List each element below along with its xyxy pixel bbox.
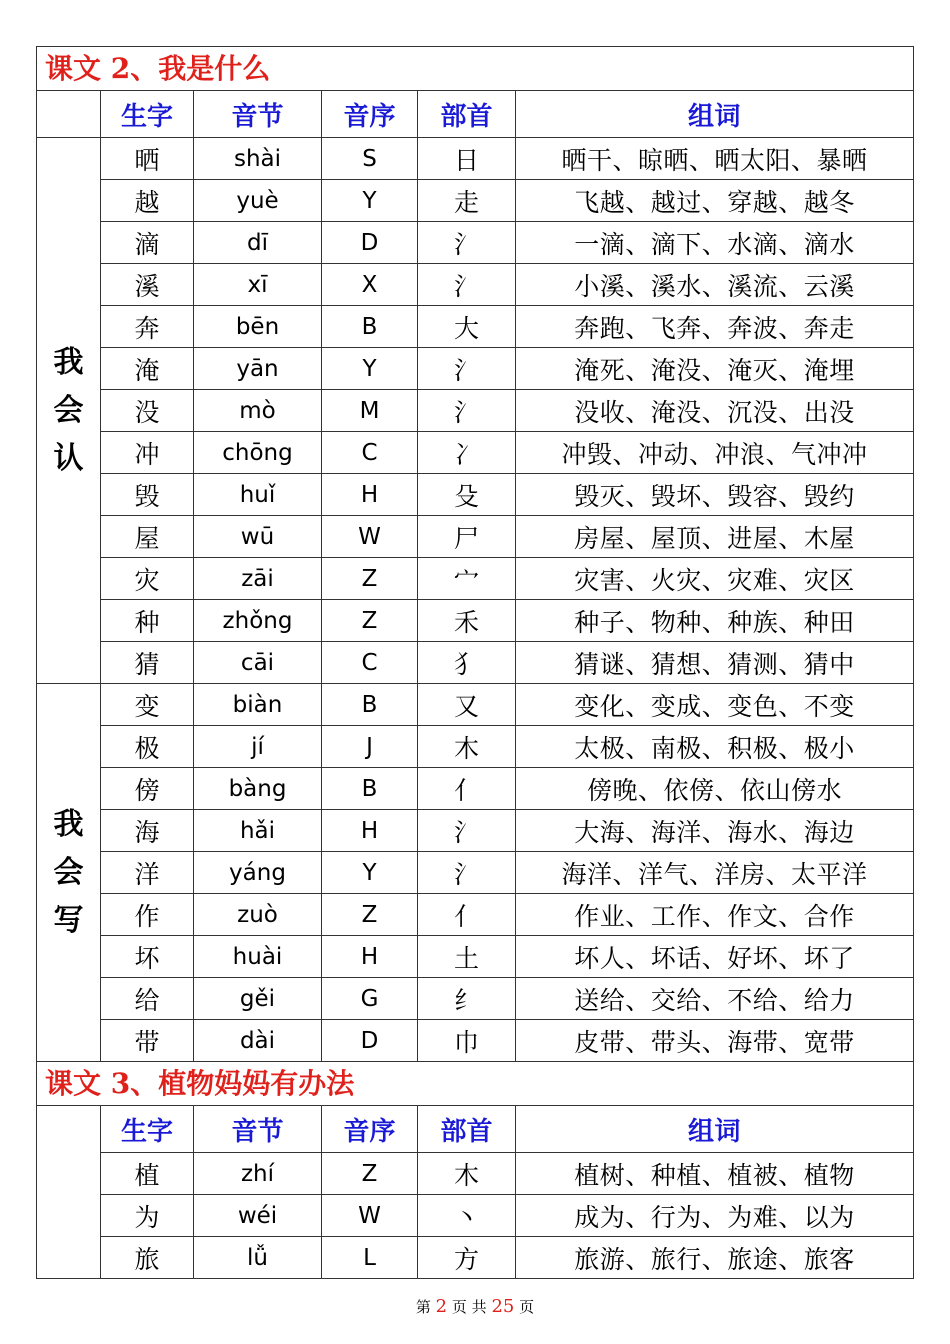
cell-pinyin: huài <box>194 936 322 977</box>
cell-char: 极 <box>101 726 194 767</box>
cell-char: 猜 <box>101 642 194 683</box>
cell-order: D <box>322 222 418 263</box>
cell-radical: 尸 <box>418 516 516 557</box>
cell-pinyin: bàng <box>194 768 322 809</box>
cell-order: H <box>322 474 418 515</box>
cell-radical: 宀 <box>418 558 516 599</box>
cell-words: 植树、种植、植被、植物 <box>574 1160 855 1190</box>
table-header <box>101 91 913 138</box>
header-pinyin: 音节 <box>194 1106 322 1152</box>
cell-order: J <box>322 726 418 767</box>
cell-pinyin: wéi <box>194 1195 322 1236</box>
cell-char: 植 <box>101 1153 194 1194</box>
cell-words: 晒干、晾晒、晒太阳、暴晒 <box>561 145 868 175</box>
cell-words: 毁灭、毁坏、毁容、毁约 <box>574 481 855 511</box>
cell-words: 傍晚、依傍、依山傍水 <box>586 775 842 805</box>
table-row <box>101 684 913 726</box>
cell-pinyin: dī <box>194 222 322 263</box>
cell-words: 奔跑、飞奔、奔波、奔走 <box>574 313 855 343</box>
header-side-cell <box>37 91 101 138</box>
cell-words: 没收、淹没、沉没、出没 <box>574 397 855 427</box>
cell-char: 淹 <box>101 348 194 389</box>
lesson-3-table <box>37 1106 913 1279</box>
table-row <box>101 600 913 642</box>
cell-char: 奔 <box>101 306 194 347</box>
cell-words: 大海、海洋、海水、海边 <box>574 817 855 847</box>
cell-words: 海洋、洋气、洋房、太平洋 <box>561 859 868 889</box>
cell-pinyin: zhǒng <box>194 600 322 641</box>
cell-radical: 氵 <box>418 852 516 893</box>
table-row <box>101 1153 913 1195</box>
cell-radical: 又 <box>418 684 516 725</box>
vocabulary-sheet <box>36 46 914 1279</box>
cell-radical: 氵 <box>418 390 516 431</box>
cell-order: Y <box>322 348 418 389</box>
cell-char: 洋 <box>101 852 194 893</box>
cell-words: 种子、物种、种族、种田 <box>574 607 855 637</box>
table-row <box>101 852 913 894</box>
cell-char: 屋 <box>101 516 194 557</box>
side-char: 认 <box>53 440 84 476</box>
cell-order: B <box>322 768 418 809</box>
cell-words: 坏人、坏话、好坏、坏了 <box>574 943 855 973</box>
cell-radical: 亻 <box>418 894 516 935</box>
cell-radical: 走 <box>418 180 516 221</box>
cell-words: 冲毁、冲动、冲浪、气冲冲 <box>561 439 868 469</box>
side-char: 我 <box>53 806 84 842</box>
write-section <box>37 684 913 1062</box>
side-char: 会 <box>53 854 84 890</box>
cell-pinyin: xī <box>194 264 322 305</box>
cell-char: 旅 <box>101 1237 194 1278</box>
cell-char: 海 <box>101 810 194 851</box>
cell-char: 滴 <box>101 222 194 263</box>
cell-radical: 木 <box>418 726 516 767</box>
cell-char: 越 <box>101 180 194 221</box>
cell-order: W <box>322 1195 418 1236</box>
cell-char: 作 <box>101 894 194 935</box>
cell-words: 淹死、淹没、淹灭、淹埋 <box>574 355 855 385</box>
cell-pinyin: cāi <box>194 642 322 683</box>
cell-pinyin: zuò <box>194 894 322 935</box>
cell-order: S <box>322 138 418 179</box>
cell-order: B <box>322 306 418 347</box>
lesson-3-side-cell <box>37 1106 101 1279</box>
cell-words: 送给、交给、不给、给力 <box>574 985 855 1015</box>
write-label <box>37 684 101 1062</box>
cell-radical: 氵 <box>418 348 516 389</box>
cell-order: C <box>322 642 418 683</box>
cell-order: G <box>322 978 418 1019</box>
cell-radical: 氵 <box>418 810 516 851</box>
header-char: 生字 <box>101 91 194 137</box>
cell-pinyin: dài <box>194 1020 322 1061</box>
cell-char: 坏 <box>101 936 194 977</box>
cell-char: 给 <box>101 978 194 1019</box>
cell-pinyin: zāi <box>194 558 322 599</box>
table-row <box>101 348 913 390</box>
cell-words: 一滴、滴下、水滴、滴水 <box>574 229 855 259</box>
header-radical: 部首 <box>418 91 516 137</box>
cell-radical: 氵 <box>418 264 516 305</box>
table-row <box>101 642 913 684</box>
cell-words: 房屋、屋顶、进屋、木屋 <box>574 523 855 553</box>
cell-char: 傍 <box>101 768 194 809</box>
table-row <box>101 1020 913 1062</box>
recognize-label <box>37 138 101 684</box>
cell-radical: 犭 <box>418 642 516 683</box>
table-header <box>101 1106 913 1153</box>
cell-order: H <box>322 936 418 977</box>
footer-prefix: 第 <box>415 1298 431 1316</box>
cell-char: 种 <box>101 600 194 641</box>
table-row <box>101 432 913 474</box>
side-char: 写 <box>53 902 84 938</box>
lesson-2-title: 课文 2、我是什么 <box>37 47 913 91</box>
header-words: 组词 <box>687 101 741 132</box>
write-rows <box>101 684 913 1062</box>
table-row <box>101 978 913 1020</box>
cell-pinyin: shài <box>194 138 322 179</box>
cell-pinyin: lǚ <box>194 1237 322 1278</box>
table-row <box>101 894 913 936</box>
cell-pinyin: yuè <box>194 180 322 221</box>
cell-order: Y <box>322 180 418 221</box>
cell-order: Y <box>322 852 418 893</box>
cell-order: Z <box>322 894 418 935</box>
cell-radical: 冫 <box>418 432 516 473</box>
cell-char: 带 <box>101 1020 194 1061</box>
cell-radical: 日 <box>418 138 516 179</box>
cell-char: 灾 <box>101 558 194 599</box>
cell-order: M <box>322 390 418 431</box>
table-row <box>101 390 913 432</box>
cell-order: Z <box>322 1153 418 1194</box>
table-row <box>101 726 913 768</box>
cell-words: 作业、工作、作文、合作 <box>574 901 855 931</box>
table-row <box>101 222 913 264</box>
table-row <box>101 180 913 222</box>
cell-radical: 木 <box>418 1153 516 1194</box>
cell-char: 溪 <box>101 264 194 305</box>
cell-order: C <box>322 432 418 473</box>
cell-pinyin: yān <box>194 348 322 389</box>
cell-char: 毁 <box>101 474 194 515</box>
cell-pinyin: chōng <box>194 432 322 473</box>
cell-words: 小溪、溪水、溪流、云溪 <box>574 271 855 301</box>
side-char: 我 <box>53 344 84 380</box>
table-row <box>101 474 913 516</box>
cell-pinyin: hǎi <box>194 810 322 851</box>
cell-order: D <box>322 1020 418 1061</box>
lesson-3-title: 课文 3、植物妈妈有办法 <box>37 1062 913 1106</box>
table-row <box>101 768 913 810</box>
cell-words: 飞越、越过、穿越、越冬 <box>574 187 855 217</box>
page-footer <box>0 1296 950 1317</box>
side-char: 会 <box>53 392 84 428</box>
current-page: 2 <box>435 1296 448 1317</box>
cell-pinyin: huǐ <box>194 474 322 515</box>
recognize-section <box>37 138 913 684</box>
lesson-2-table <box>37 91 913 138</box>
cell-radical: 方 <box>418 1237 516 1278</box>
cell-radical: 殳 <box>418 474 516 515</box>
cell-radical: 禾 <box>418 600 516 641</box>
table-row <box>101 936 913 978</box>
header-order: 音序 <box>322 1106 418 1152</box>
cell-order: Z <box>322 558 418 599</box>
table-row <box>101 264 913 306</box>
table-row <box>101 516 913 558</box>
cell-pinyin: biàn <box>194 684 322 725</box>
cell-words: 猜谜、猜想、猜测、猜中 <box>574 649 855 679</box>
cell-char: 变 <box>101 684 194 725</box>
cell-char: 没 <box>101 390 194 431</box>
cell-words: 太极、南极、积极、极小 <box>574 733 855 763</box>
header-order: 音序 <box>322 91 418 137</box>
table-row <box>101 306 913 348</box>
cell-words: 旅游、旅行、旅途、旅客 <box>574 1244 855 1274</box>
cell-radical: 丶 <box>418 1195 516 1236</box>
cell-char: 冲 <box>101 432 194 473</box>
cell-pinyin: yáng <box>194 852 322 893</box>
table-row <box>101 1195 913 1237</box>
cell-pinyin: wū <box>194 516 322 557</box>
cell-radical: 纟 <box>418 978 516 1019</box>
table-row <box>101 810 913 852</box>
cell-order: Z <box>322 600 418 641</box>
cell-pinyin: mò <box>194 390 322 431</box>
table-row <box>101 138 913 180</box>
cell-words: 变化、变成、变色、不变 <box>574 691 855 721</box>
table-row <box>101 558 913 600</box>
cell-order: W <box>322 516 418 557</box>
cell-order: H <box>322 810 418 851</box>
cell-order: X <box>322 264 418 305</box>
recognize-rows <box>101 138 913 684</box>
cell-char: 为 <box>101 1195 194 1236</box>
header-pinyin: 音节 <box>194 91 322 137</box>
header-radical: 部首 <box>418 1106 516 1152</box>
lesson-3-rows <box>101 1153 913 1279</box>
header-words: 组词 <box>687 1116 741 1147</box>
header-char: 生字 <box>101 1106 194 1152</box>
cell-radical: 氵 <box>418 222 516 263</box>
footer-suffix: 页 <box>519 1298 535 1316</box>
cell-pinyin: gěi <box>194 978 322 1019</box>
cell-pinyin: zhí <box>194 1153 322 1194</box>
cell-order: L <box>322 1237 418 1278</box>
table-row <box>101 1237 913 1279</box>
cell-words: 皮带、带头、海带、宽带 <box>574 1027 855 1057</box>
cell-char: 晒 <box>101 138 194 179</box>
cell-radical: 土 <box>418 936 516 977</box>
cell-order: B <box>322 684 418 725</box>
footer-middle: 页 共 <box>451 1298 487 1316</box>
cell-words: 成为、行为、为难、以为 <box>574 1202 855 1232</box>
cell-pinyin: bēn <box>194 306 322 347</box>
cell-radical: 巾 <box>418 1020 516 1061</box>
cell-radical: 大 <box>418 306 516 347</box>
cell-pinyin: jí <box>194 726 322 767</box>
total-pages: 25 <box>491 1296 515 1317</box>
cell-radical: 亻 <box>418 768 516 809</box>
cell-words: 灾害、火灾、灾难、灾区 <box>574 565 855 595</box>
